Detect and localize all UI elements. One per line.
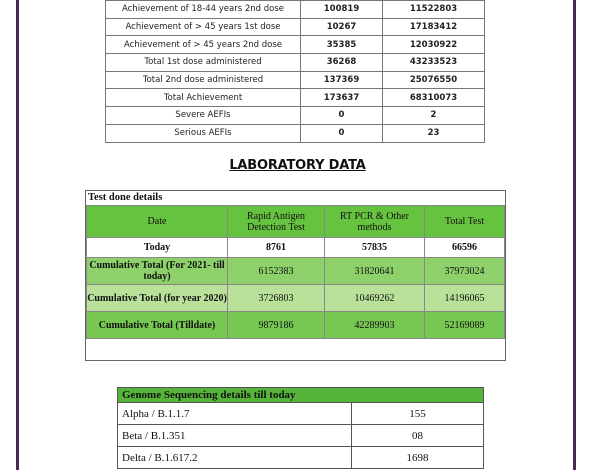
genome-header: Genome Sequencing details till today bbox=[118, 388, 484, 403]
table-row bbox=[106, 18, 485, 36]
page-border-left bbox=[16, 0, 19, 470]
total-test-value: 52169089 bbox=[425, 312, 505, 339]
daily-value: 137369 bbox=[301, 71, 383, 89]
total-test-value: 66596 bbox=[425, 238, 505, 258]
table-row bbox=[87, 312, 505, 339]
rtpcr-value: 31820641 bbox=[325, 258, 425, 285]
table-row bbox=[118, 425, 484, 447]
row-label: Today bbox=[87, 238, 228, 258]
table-row bbox=[87, 285, 505, 312]
table-row bbox=[106, 107, 485, 125]
table-row bbox=[87, 258, 505, 285]
rtpcr-value: 57835 bbox=[325, 238, 425, 258]
total-test-value: 37973024 bbox=[425, 258, 505, 285]
cumulative-value: 23 bbox=[383, 124, 485, 142]
daily-value: 10267 bbox=[301, 18, 383, 36]
total-test-value: 14196065 bbox=[425, 285, 505, 312]
laboratory-table bbox=[86, 205, 505, 339]
row-label: Cumulative Total (For 2021- till today) bbox=[87, 258, 228, 285]
header-rapid-antigen: Rapid Antigen Detection Test bbox=[228, 206, 325, 238]
rapid-antigen-value: 9879186 bbox=[228, 312, 325, 339]
header-row bbox=[118, 388, 484, 403]
row-label: Achievement of 18-44 years 2nd dose bbox=[106, 1, 301, 19]
rapid-antigen-value: 3726803 bbox=[228, 285, 325, 312]
cumulative-value: 43233523 bbox=[383, 54, 485, 72]
header-rtpcr: RT PCR & Other methods bbox=[325, 206, 425, 238]
row-label: Serious AEFIs bbox=[106, 124, 301, 142]
variant-count: 08 bbox=[352, 425, 484, 447]
rapid-antigen-value: 8761 bbox=[228, 238, 325, 258]
daily-value: 35385 bbox=[301, 36, 383, 54]
variant-name: Alpha / B.1.1.7 bbox=[118, 403, 352, 425]
table-row bbox=[106, 1, 485, 19]
daily-value: 0 bbox=[301, 124, 383, 142]
test-done-caption: Test done details bbox=[88, 192, 163, 203]
row-label: Cumulative Total (for year 2020) bbox=[87, 285, 228, 312]
laboratory-table-box bbox=[85, 190, 506, 361]
cumulative-value: 2 bbox=[383, 107, 485, 125]
rtpcr-value: 10469262 bbox=[325, 285, 425, 312]
laboratory-data-heading: LABORATORY DATA bbox=[229, 158, 366, 173]
table-row bbox=[106, 71, 485, 89]
variant-count: 1698 bbox=[352, 447, 484, 469]
row-label: Total 1st dose administered bbox=[106, 54, 301, 72]
header-date: Date bbox=[87, 206, 228, 238]
daily-value: 36268 bbox=[301, 54, 383, 72]
variant-name: Delta / B.1.617.2 bbox=[118, 447, 352, 469]
row-label: Severe AEFIs bbox=[106, 107, 301, 125]
row-label: Total 2nd dose administered bbox=[106, 71, 301, 89]
table-row bbox=[118, 403, 484, 425]
table-row bbox=[106, 54, 485, 72]
page-border-right bbox=[573, 0, 576, 470]
table-row bbox=[106, 36, 485, 54]
table-row bbox=[106, 124, 485, 142]
variant-name: Beta / B.1.351 bbox=[118, 425, 352, 447]
cumulative-value: 11522803 bbox=[383, 1, 485, 19]
daily-value: 0 bbox=[301, 107, 383, 125]
table-row bbox=[106, 89, 485, 107]
genome-sequencing-table bbox=[117, 387, 484, 469]
daily-value: 173637 bbox=[301, 89, 383, 107]
header-total-test: Total Test bbox=[425, 206, 505, 238]
header-row bbox=[87, 206, 505, 238]
vaccination-table bbox=[105, 0, 485, 143]
table-row bbox=[118, 447, 484, 469]
cumulative-value: 25076550 bbox=[383, 71, 485, 89]
row-label: Achievement of > 45 years 1st dose bbox=[106, 18, 301, 36]
rapid-antigen-value: 6152383 bbox=[228, 258, 325, 285]
row-label: Total Achievement bbox=[106, 89, 301, 107]
row-label: Achievement of > 45 years 2nd dose bbox=[106, 36, 301, 54]
row-label: Cumulative Total (Tilldate) bbox=[87, 312, 228, 339]
daily-value: 100819 bbox=[301, 1, 383, 19]
cumulative-value: 17183412 bbox=[383, 18, 485, 36]
variant-count: 155 bbox=[352, 403, 484, 425]
cumulative-value: 68310073 bbox=[383, 89, 485, 107]
table-row bbox=[87, 238, 505, 258]
rtpcr-value: 42289903 bbox=[325, 312, 425, 339]
cumulative-value: 12030922 bbox=[383, 36, 485, 54]
